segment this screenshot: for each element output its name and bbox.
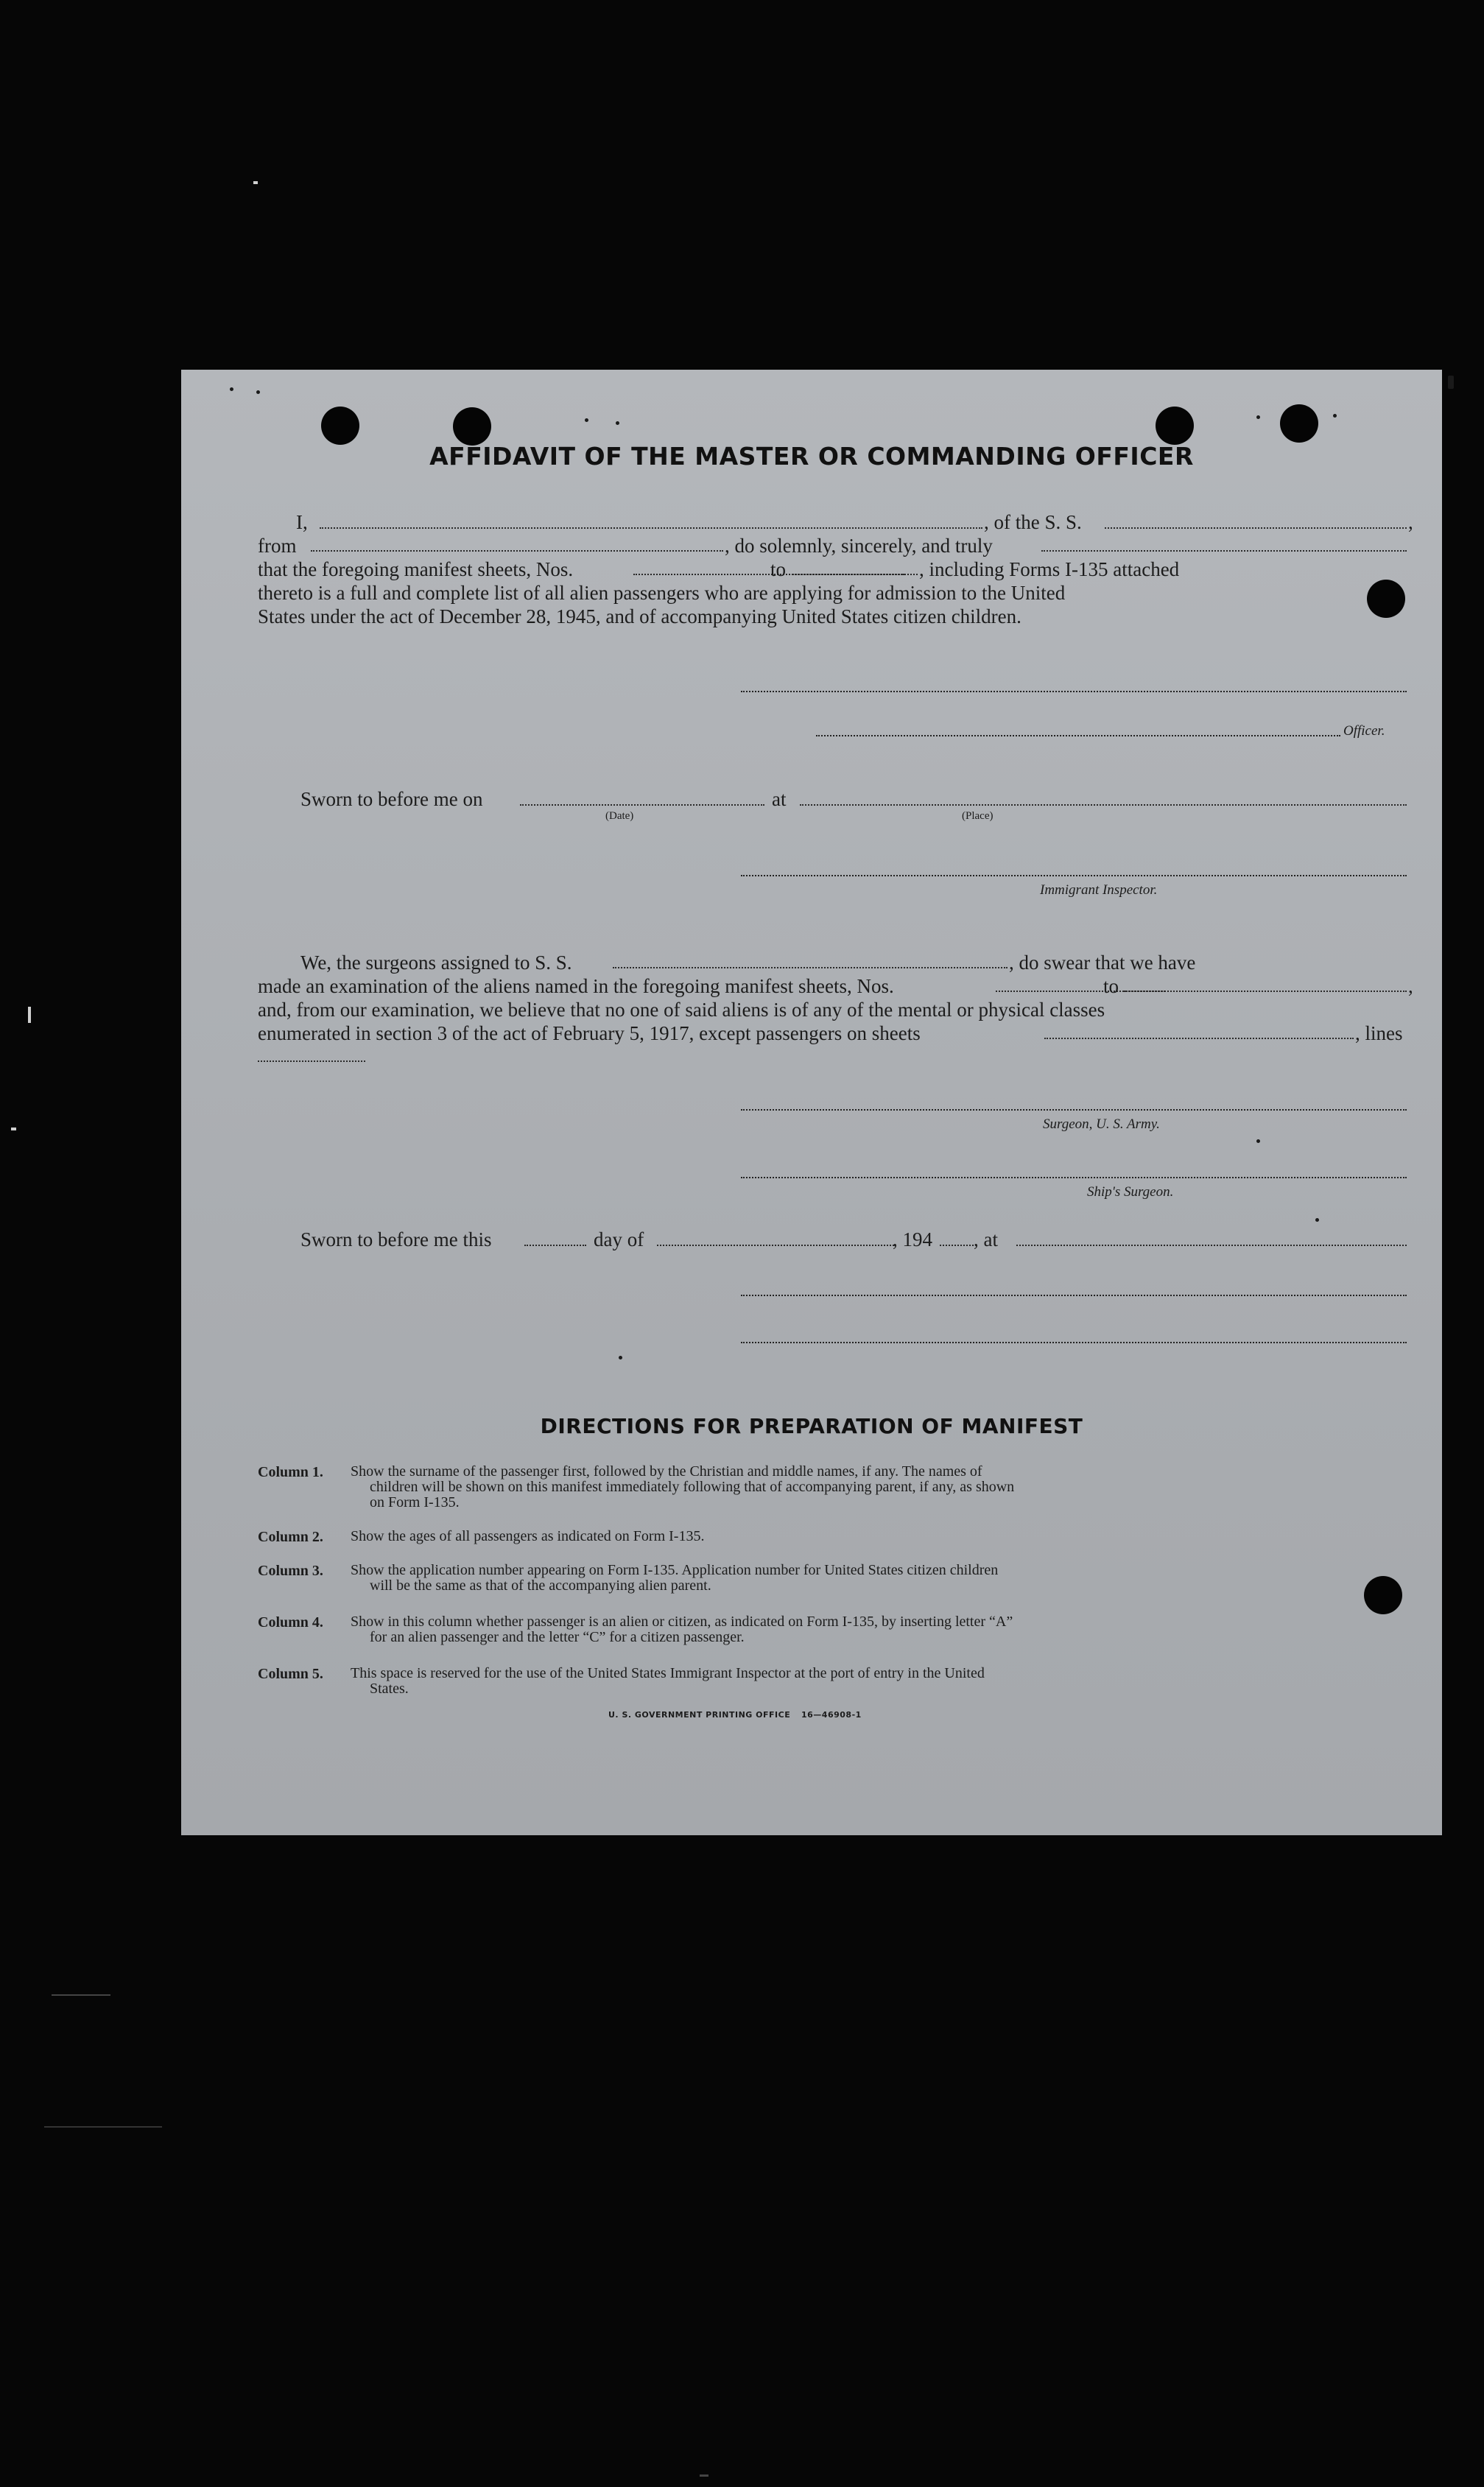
officer-caption: Officer.	[1343, 723, 1385, 739]
sworn-place-field[interactable]	[800, 804, 1407, 806]
direction-line: This space is reserved for the use of the United States Immigrant Inspector at the port of entry in the United	[351, 1665, 985, 1681]
punch-hole	[1156, 407, 1194, 445]
master-signature-field[interactable]	[741, 691, 1407, 692]
line-end-comma: ,	[1408, 511, 1413, 533]
column-5-label: Column 5.	[258, 1666, 323, 1682]
sworn-year-field[interactable]	[940, 1245, 974, 1246]
column-2-direction	[351, 1529, 1415, 1544]
surgeons-sworn-place-field[interactable]	[1016, 1245, 1407, 1246]
line-end-comma: ,	[1408, 975, 1413, 997]
direction-line: Show the application number appearing on Form I-135. Application number for United States citizen children	[351, 1562, 999, 1578]
punch-hole	[1367, 580, 1405, 618]
from-label: from	[258, 535, 297, 557]
print-speck	[1256, 1139, 1260, 1143]
surgeons-witness-signature-field[interactable]	[741, 1295, 1407, 1296]
print-speck	[1333, 414, 1337, 418]
direction-line: children will be shown on this manifest immediately following that of accompanying parent, if any, as shown	[370, 1479, 1015, 1495]
of-ss-label: , of the S. S.	[984, 511, 1082, 533]
enumerated-text: enumerated in section 3 of the act of February 5, 1917, except passengers on sheets	[258, 1022, 921, 1044]
column-3-label: Column 3.	[258, 1563, 323, 1579]
surgeons-text-line: and, from our examination, we believe that no one of said aliens is of any of the mental or physical classes	[258, 999, 1105, 1021]
truly-blank-field[interactable]	[1041, 550, 1407, 552]
to-label: to	[1103, 975, 1119, 997]
scan-speck	[28, 1007, 31, 1023]
column-3-direction	[351, 1563, 1415, 1594]
scan-speck	[11, 1128, 16, 1130]
surgeons-ship-name-field[interactable]	[613, 967, 1007, 968]
solemnly-text: , do solemnly, sincerely, and truly	[725, 535, 993, 557]
print-speck	[1448, 376, 1454, 389]
affidavit-i-label: I,	[296, 511, 308, 533]
sworn-at-label: at	[772, 788, 787, 810]
punch-hole	[453, 407, 491, 446]
print-speck	[619, 1356, 622, 1359]
form-code: 16—46908-1	[801, 1710, 862, 1720]
affidavit-text-line: thereto is a full and complete list of all alien passengers who are applying for admission to the United	[258, 582, 1066, 604]
army-surgeon-signature-field[interactable]	[741, 1109, 1407, 1111]
column-2-label: Column 2.	[258, 1529, 323, 1545]
print-speck	[230, 387, 233, 391]
sworn-date-field[interactable]	[520, 804, 764, 806]
surgeons-witness-title-field[interactable]	[741, 1342, 1407, 1343]
immigrant-inspector-caption: Immigrant Inspector.	[1040, 882, 1158, 898]
except-lines-field[interactable]	[258, 1060, 365, 1062]
swear-text: , do swear that we have	[1009, 951, 1196, 974]
column-4-direction	[351, 1614, 1415, 1645]
direction-line: for an alien passenger and the letter “C” for a citizen passenger.	[370, 1629, 745, 1645]
direction-line: Show the surname of the passenger first, followed by the Christian and middle names, if any. The names of	[351, 1463, 982, 1480]
ship-name-field[interactable]	[1105, 527, 1407, 529]
column-1-direction	[351, 1464, 1415, 1510]
examination-text: made an examination of the aliens named in the foregoing manifest sheets, Nos.	[258, 975, 894, 997]
column-5-direction	[351, 1666, 1415, 1697]
sworn-before-me-on-label: Sworn to before me on	[300, 788, 483, 810]
printer-imprint: U. S. GOVERNMENT PRINTING OFFICE	[608, 1710, 791, 1720]
except-sheets-field[interactable]	[1044, 1038, 1354, 1039]
print-speck	[585, 418, 588, 422]
direction-line: States.	[370, 1681, 409, 1697]
date-caption: (Date)	[605, 810, 634, 822]
sworn-day-field[interactable]	[524, 1245, 586, 1246]
sworn-this-label: Sworn to before me this	[300, 1228, 492, 1250]
from-port-field[interactable]	[311, 550, 723, 552]
ship-surgeon-signature-field[interactable]	[741, 1177, 1407, 1178]
sheets-to-field[interactable]	[792, 574, 918, 575]
print-speck	[1256, 415, 1260, 419]
scan-speck	[700, 2474, 708, 2477]
scan-speck	[44, 2126, 162, 2128]
direction-line: on Form I-135.	[370, 1494, 460, 1510]
year-prefix-label: , 194	[893, 1228, 932, 1250]
examined-sheets-to-field[interactable]	[1124, 991, 1407, 992]
to-label: to	[770, 558, 787, 580]
directions-title: DIRECTIONS FOR PREPARATION OF MANIFEST	[540, 1414, 1083, 1438]
print-speck	[616, 421, 619, 425]
direction-line: Show the ages of all passengers as indicated on Form I-135.	[351, 1528, 705, 1544]
print-speck	[256, 390, 260, 394]
place-caption: (Place)	[962, 810, 994, 822]
punch-hole	[1280, 404, 1318, 443]
master-name-field[interactable]	[320, 527, 982, 529]
column-4-label: Column 4.	[258, 1614, 323, 1631]
print-speck	[1315, 1218, 1319, 1222]
immigrant-inspector-signature-field[interactable]	[741, 875, 1407, 876]
officer-signature-field[interactable]	[816, 735, 1340, 736]
army-surgeon-caption: Surgeon, U. S. Army.	[1043, 1116, 1160, 1132]
scan-speck	[253, 181, 258, 184]
year-at-label: , at	[974, 1228, 998, 1250]
punch-hole	[321, 407, 359, 445]
affidavit-text-line: States under the act of December 28, 1945, and of accompanying United States citizen children.	[258, 605, 1021, 627]
scan-speck	[52, 1994, 110, 1996]
ship-surgeon-caption: Ship's Surgeon.	[1087, 1184, 1174, 1200]
surgeons-assigned-label: We, the surgeons assigned to S. S.	[300, 951, 572, 974]
including-forms-text: , including Forms I-135 attached	[919, 558, 1180, 580]
direction-line: will be the same as that of the accompanying alien parent.	[370, 1577, 711, 1594]
manifest-form-sheet	[181, 370, 1442, 1835]
direction-line: Show in this column whether passenger is an alien or citizen, as indicated on Form I-135, by inserting letter “A”	[351, 1614, 1013, 1630]
day-of-label: day of	[594, 1228, 644, 1250]
lines-label: , lines	[1355, 1022, 1403, 1044]
manifest-sheets-text: that the foregoing manifest sheets, Nos.	[258, 558, 574, 580]
column-1-label: Column 1.	[258, 1464, 323, 1480]
affidavit-title: AFFIDAVIT OF THE MASTER OR COMMANDING OFFICER	[429, 442, 1194, 471]
sworn-month-field[interactable]	[657, 1245, 894, 1246]
